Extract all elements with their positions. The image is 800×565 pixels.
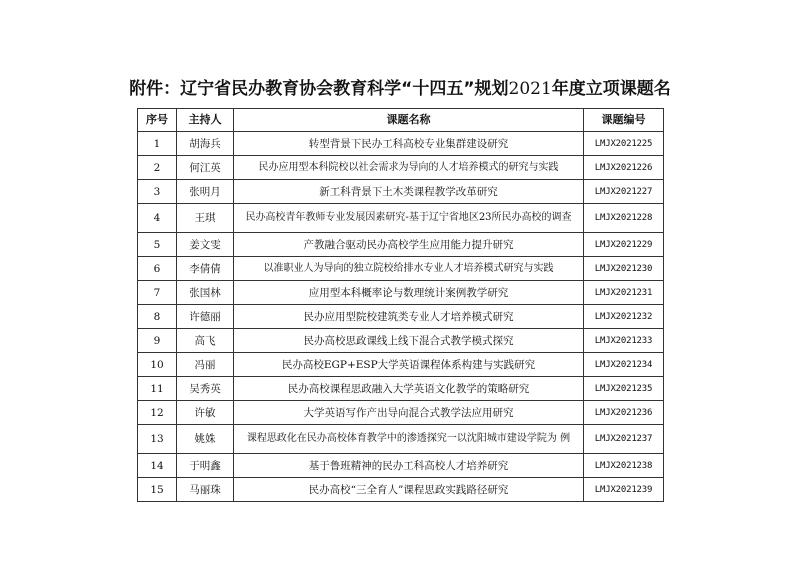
table-row — [138, 257, 664, 281]
row-no: 11 — [138, 377, 177, 401]
row-no: 9 — [138, 329, 177, 353]
row-host: 于明鑫 — [177, 454, 234, 478]
row-topic: 基于鲁班精神的民办工科高校人才培养研究 — [234, 454, 584, 478]
header-topic: 课题名称 — [234, 109, 584, 132]
table-row — [138, 353, 664, 377]
row-topic: 民办高校“三全育人”课程思政实践路径研究 — [234, 478, 584, 502]
row-code: LMJX2021234 — [584, 353, 664, 377]
row-host: 姚姝 — [177, 425, 234, 454]
row-no: 12 — [138, 401, 177, 425]
row-code: LMJX2021226 — [584, 156, 664, 180]
table-row — [138, 132, 664, 156]
header-no: 序号 — [138, 109, 177, 132]
row-host: 冯丽 — [177, 353, 234, 377]
row-code: LMJX2021231 — [584, 281, 664, 305]
row-code: LMJX2021236 — [584, 401, 664, 425]
row-no: 13 — [138, 425, 177, 454]
row-code: LMJX2021233 — [584, 329, 664, 353]
row-no: 7 — [138, 281, 177, 305]
table-header-row — [138, 109, 664, 132]
row-code: LMJX2021230 — [584, 257, 664, 281]
row-code: LMJX2021238 — [584, 454, 664, 478]
row-host: 吴秀英 — [177, 377, 234, 401]
row-topic: 转型背景下民办工科高校专业集群建设研究 — [234, 132, 584, 156]
table-row — [138, 401, 664, 425]
title-suffix: 年度立项课题名 — [551, 79, 671, 99]
row-host: 张国林 — [177, 281, 234, 305]
table-row — [138, 305, 664, 329]
row-topic: 以准职业人为导向的独立院校给排水专业人才培养模式研究与实践 — [234, 257, 584, 281]
row-topic: 民办高校EGP+ESP大学英语课程体系构建与实践研究 — [234, 353, 584, 377]
row-no: 15 — [138, 478, 177, 502]
row-code: LMJX2021227 — [584, 180, 664, 204]
table-row — [138, 454, 664, 478]
header-code: 课题编号 — [584, 109, 664, 132]
row-host: 何江英 — [177, 156, 234, 180]
row-no: 8 — [138, 305, 177, 329]
row-code: LMJX2021228 — [584, 204, 664, 233]
row-topic: 大学英语写作产出导向混合式教学法应用研究 — [234, 401, 584, 425]
row-no: 6 — [138, 257, 177, 281]
row-no: 5 — [138, 233, 177, 257]
row-topic: 民办高校青年教师专业发展因素研究-基于辽宁省地区23所民办高校的调查 — [234, 204, 584, 233]
row-no: 4 — [138, 204, 177, 233]
row-no: 14 — [138, 454, 177, 478]
title-prefix: 附件：辽宁省民办教育协会教育科学“十四五”规划 — [129, 79, 509, 99]
row-topic: 产教融合驱动民办高校学生应用能力提升研究 — [234, 233, 584, 257]
row-topic: 民办应用型本科院校以社会需求为导向的人才培养模式的研究与实践 — [234, 156, 584, 180]
table-row — [138, 180, 664, 204]
row-topic: 民办高校课程思政融入大学英语文化教学的策略研究 — [234, 377, 584, 401]
row-no: 10 — [138, 353, 177, 377]
table-row — [138, 204, 664, 233]
row-topic: 应用型本科概率论与数理统计案例教学研究 — [234, 281, 584, 305]
table-row — [138, 478, 664, 502]
table-row — [138, 329, 664, 353]
table-row — [138, 281, 664, 305]
header-host: 主持人 — [177, 109, 234, 132]
row-host: 张明月 — [177, 180, 234, 204]
row-code: LMJX2021237 — [584, 425, 664, 454]
row-host: 马丽珠 — [177, 478, 234, 502]
row-host: 李倩倩 — [177, 257, 234, 281]
row-topic: 新工科背景下土木类课程教学改革研究 — [234, 180, 584, 204]
row-no: 2 — [138, 156, 177, 180]
row-host: 高飞 — [177, 329, 234, 353]
row-host: 许敏 — [177, 401, 234, 425]
row-no: 3 — [138, 180, 177, 204]
row-code: LMJX2021225 — [584, 132, 664, 156]
row-host: 姜文雯 — [177, 233, 234, 257]
row-code: LMJX2021229 — [584, 233, 664, 257]
row-host: 王琪 — [177, 204, 234, 233]
row-topic: 民办应用型院校建筑类专业人才培养模式研究 — [234, 305, 584, 329]
title-year: 2021 — [508, 79, 552, 99]
table-row — [138, 377, 664, 401]
row-topic: 课程思政化在民办高校体育教学中的渗透探究一以沈阳城市建设学院为 例 — [234, 425, 584, 454]
row-host: 许德丽 — [177, 305, 234, 329]
row-code: LMJX2021239 — [584, 478, 664, 502]
row-topic: 民办高校思政课线上线下混合式教学模式探究 — [234, 329, 584, 353]
row-code: LMJX2021232 — [584, 305, 664, 329]
table-row — [138, 156, 664, 180]
table-row — [138, 425, 664, 454]
table-row — [138, 233, 664, 257]
document-title — [0, 74, 800, 99]
row-code: LMJX2021235 — [584, 377, 664, 401]
project-table — [137, 108, 664, 502]
row-no: 1 — [138, 132, 177, 156]
row-host: 胡海兵 — [177, 132, 234, 156]
